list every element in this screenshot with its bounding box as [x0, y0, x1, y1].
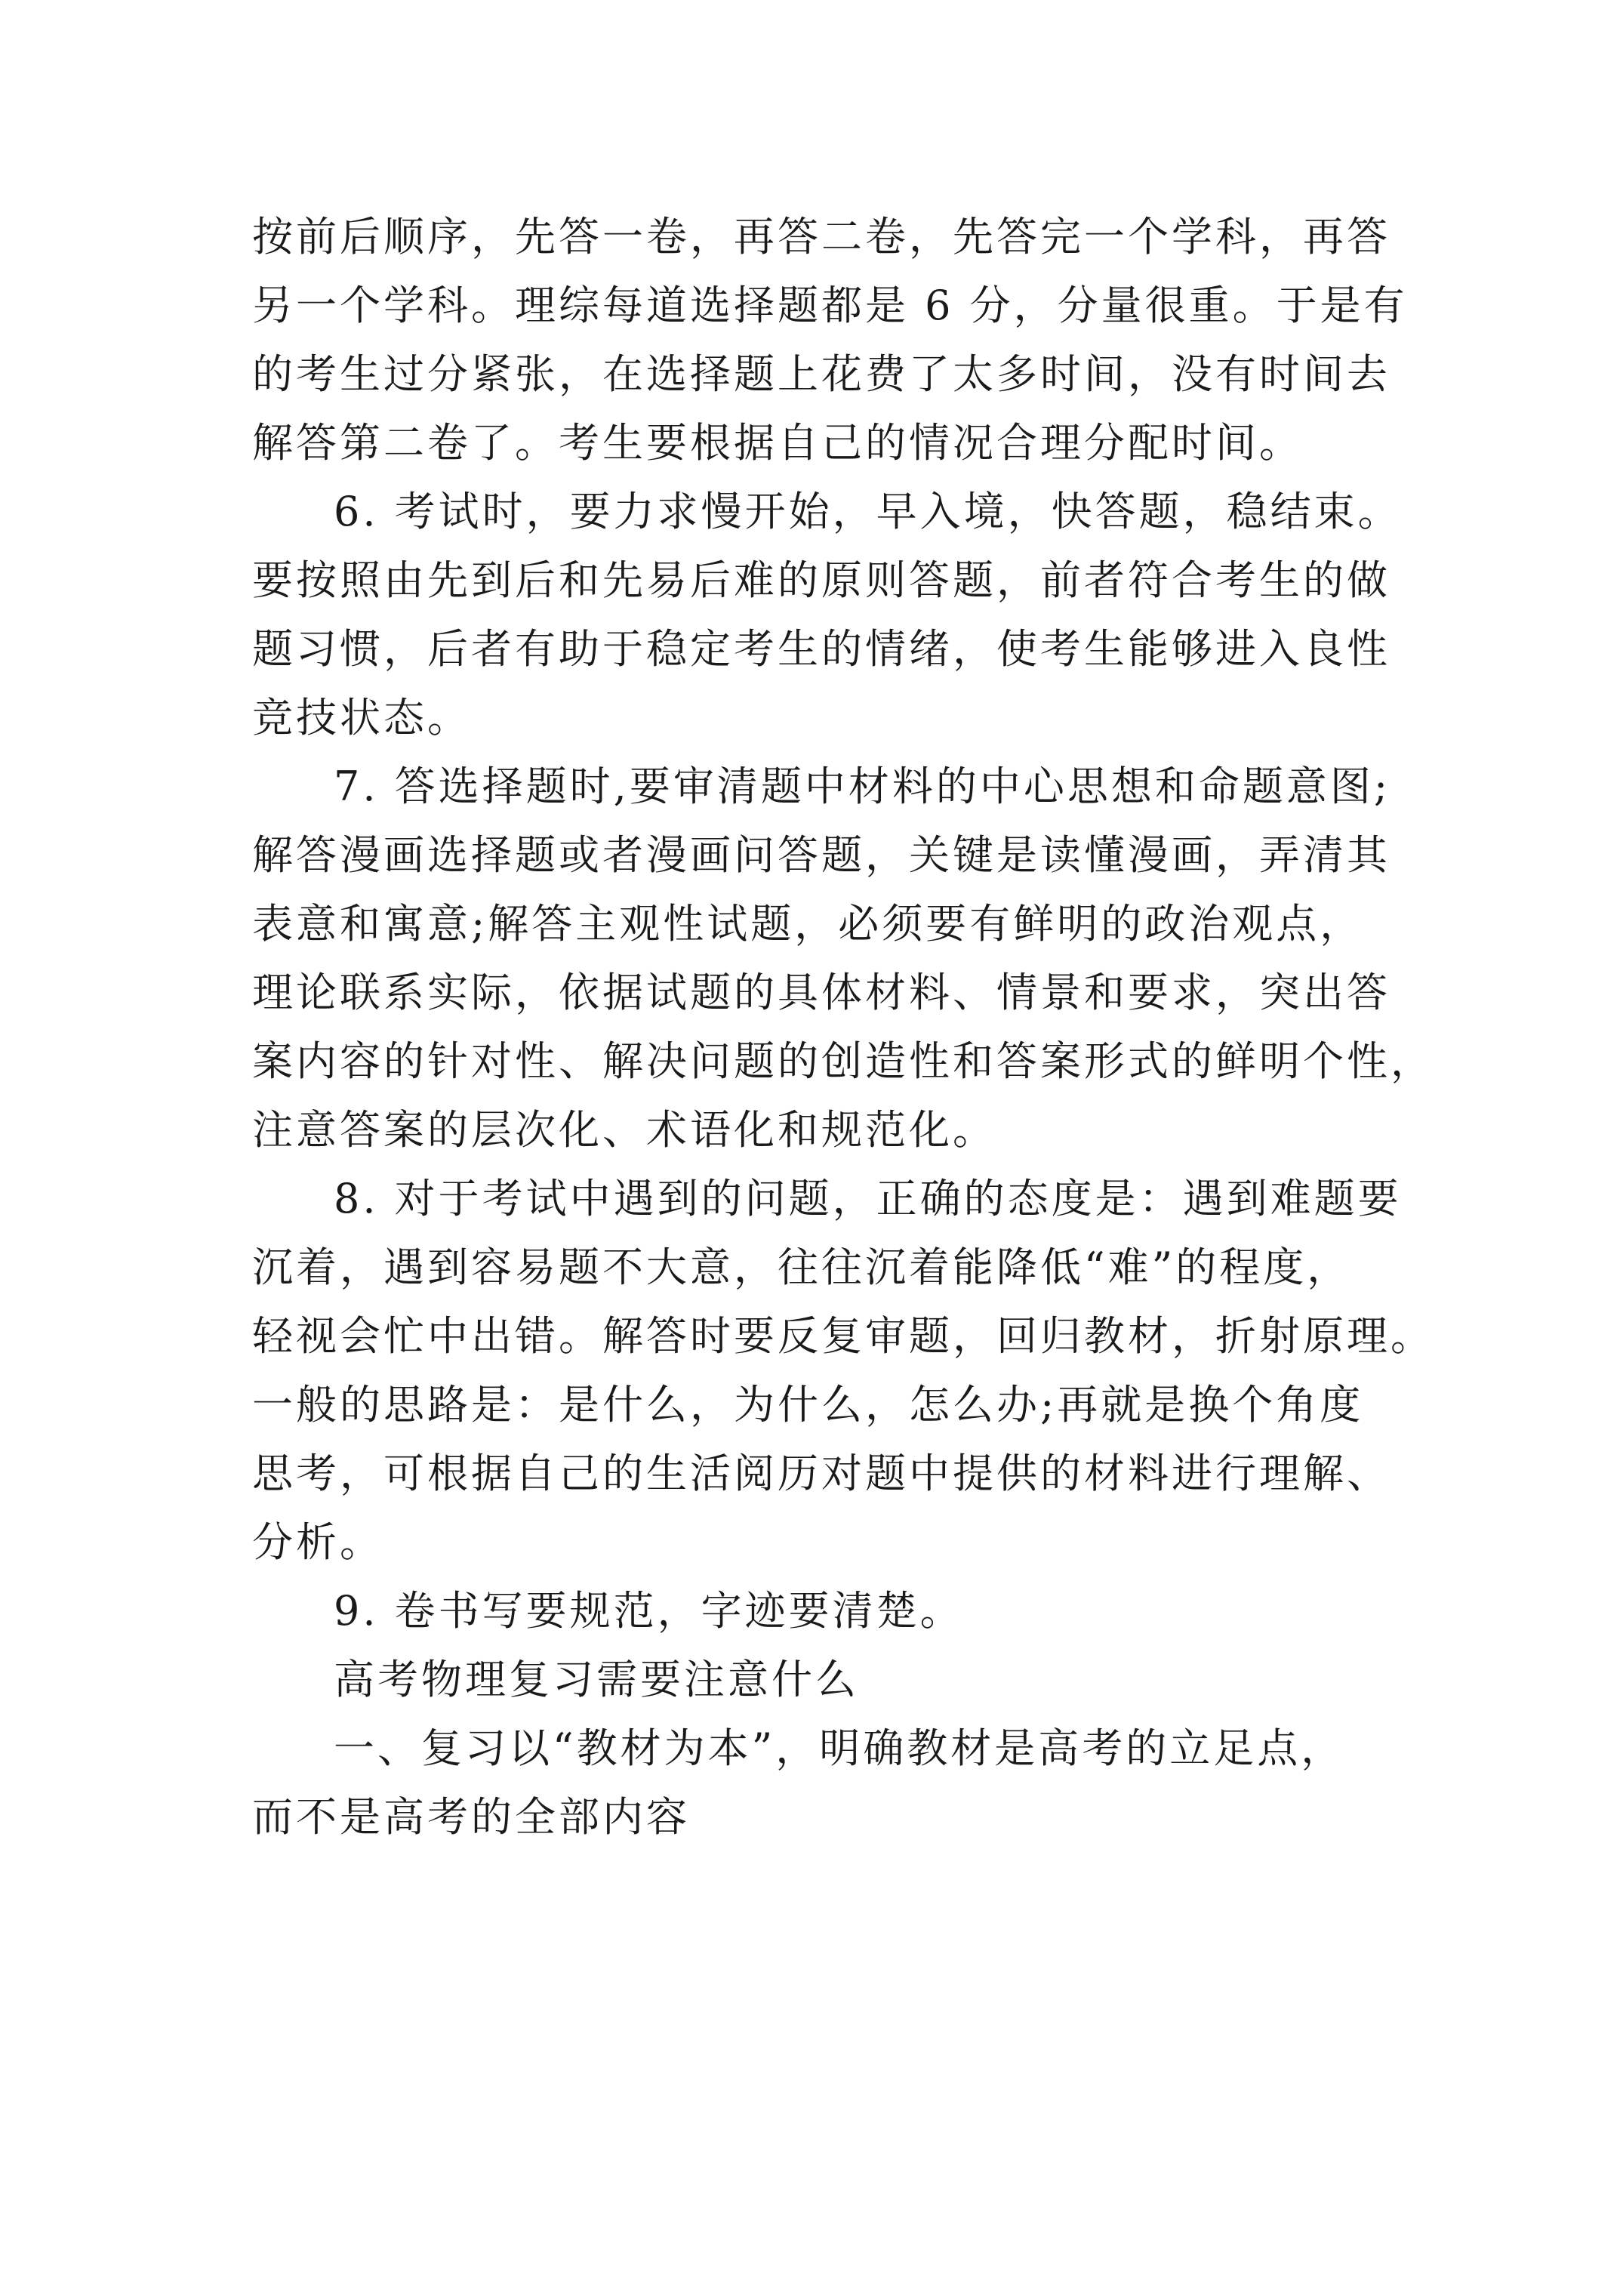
text-line: 分析。 — [252, 1518, 383, 1566]
text-line: 一般的思路是：是什么，为什么，怎么办;再就是换个角度 — [252, 1381, 1364, 1428]
paragraph-item-9: 9. 卷书写要规范，字迹要清楚。 — [334, 1587, 964, 1635]
text-line: 轻视会忙中出错。解答时要反复审题，回归教材，折射原理。 — [252, 1312, 1434, 1360]
text-line: 表意和寓意;解答主观性试题，必须要有鲜明的政治观点， — [252, 900, 1364, 948]
subsection-heading: 一、复习以“教材为本”，明确教材是高考的立足点， — [334, 1724, 1345, 1772]
text-line: 另一个学科。理综每道选择题都是 6 分，分量很重。于是有 — [252, 282, 1408, 329]
text-line: 而不是高考的全部内容 — [252, 1793, 690, 1841]
paragraph-item-8: 8. 对于考试中遇到的问题，正确的态度是：遇到难题要 — [334, 1175, 1402, 1222]
text-line: 要按照由先到后和先易后难的原则答题，前者符合考生的做 — [252, 556, 1390, 604]
paragraph-item-6: 6. 考试时，要力求慢开始，早入境，快答题，稳结束。 — [334, 488, 1402, 535]
text-line: 竞技状态。 — [252, 694, 471, 741]
text-line: 按前后顺序，先答一卷，再答二卷，先答完一个学科，再答 — [252, 213, 1390, 260]
paragraph-item-7: 7. 答选择题时,要审清题中材料的中心思想和命题意图; — [334, 763, 1391, 810]
section-heading: 高考物理复习需要注意什么 — [334, 1656, 859, 1703]
text-line: 理论联系实际，依据试题的具体材料、情景和要求，突出答 — [252, 969, 1390, 1016]
text-line: 思考，可根据自己的生活阅历对题中提供的材料进行理解、 — [252, 1450, 1390, 1497]
text-line: 案内容的针对性、解决问题的创造性和答案形式的鲜明个性， — [252, 1037, 1434, 1085]
text-line: 沉着，遇到容易题不大意，往往沉着能降低“难”的程度， — [252, 1244, 1351, 1291]
text-line: 解答漫画选择题或者漫画问答题，关键是读懂漫画，弄清其 — [252, 831, 1390, 879]
text-line: 解答第二卷了。考生要根据自己的情况合理分配时间。 — [252, 419, 1303, 467]
document-body — [252, 202, 1434, 1851]
text-line: 题习惯，后者有助于稳定考生的情绪，使考生能够进入良性 — [252, 625, 1390, 673]
text-line: 注意答案的层次化、术语化和规范化。 — [252, 1106, 996, 1154]
text-line: 的考生过分紧张，在选择题上花费了太多时间，没有时间去 — [252, 350, 1390, 398]
